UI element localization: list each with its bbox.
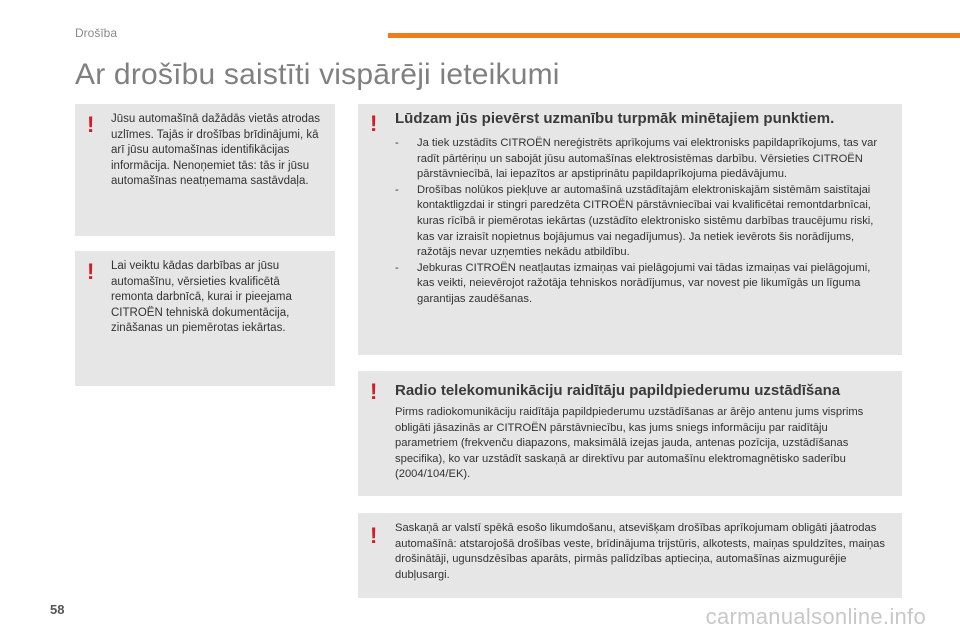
section-label: Drošība [75, 26, 118, 40]
list-item [395, 183, 890, 261]
page-number: 58 [50, 602, 65, 617]
bullet-dash: - [395, 261, 399, 274]
list-item [395, 136, 890, 183]
list-item-text: Drošības nolūkos piekļuve ar automašīnā uzstādītajām elektroniskajām sistēmām saistītajai kontaktligzdai ir stingri paredzēta CITROËN pārstāvniecībai vai kvalificētai remontdarbnīcai, kuras rīcībā ir piemērotas iekārtas (uzstādīto elektronisko sistēmu darbības traucējumu riski, kas var izraisīt nopietnus bojājumus vai negadījumus). Ja netiek ievērots šis norādījums, ražotājs nevar uzņemties nekādu atbildību. [417, 183, 874, 259]
page-title: Ar drošību saistīti vispārēji ieteikumi [75, 58, 560, 91]
warning-text: Jūsu automašīnā dažādās vietās atrodas uzlīmes. Tajās ir drošības brīdinājumi, kā arī jūsu automašīnas identifikācijas informācija. Nenoņemiet tās: tās ir jūsu automašīnas neatņemama sastāvdaļa. [111, 113, 321, 187]
header-accent-bar [388, 33, 960, 38]
warning-box-equipment [358, 513, 902, 598]
bullet-dash: - [395, 183, 399, 196]
warning-box-attention [358, 104, 902, 355]
warning-icon: ! [370, 379, 378, 404]
warning-box-workshop [75, 251, 335, 386]
box-heading: Lūdzam jūs pievērst uzmanību turpmāk minētajiem punktiem. [395, 110, 835, 127]
radio-text: Pirms radiokomunikāciju raidītāja papildpiederumu uzstādīšanas ar ārējo antenu jums visprims obligāti jāsazinās ar CITROËN pārstāvniecību, kas jums sniegs informāciju par raidītāju parametriem (frekvenču diapazons, maksimālā izejas jauda, antenas pozīcija, uzstādīšanas specifika), ko var uzstādīt saskaņā ar direktīvu par automašīnu elektromagnētisko saderību (2004/104/EK). [395, 406, 864, 481]
warning-icon: ! [370, 523, 378, 548]
watermark: carmanualsonline.info [705, 604, 926, 629]
bullet-dash: - [395, 137, 399, 149]
list-item [395, 261, 890, 308]
list-item-text: Jebkuras CITROËN neatļautas izmaiņas vai pielāgojumi vai tādas izmaiņas vai pielāgojumi, kas veikti, neievērojot ražotāja tehniskos norādījumus, var novest pie likumīgās un līguma garantijas zaudēšanas. [417, 261, 871, 305]
warning-text: Lai veiktu kādas darbības ar jūsu automašīnu, vērsieties kvalificētā remonta darbnīcā, kurai ir pieejama CITROËN tehniskā dokumentācija, zināšanas un piemērotas iekārtas. [111, 260, 292, 334]
attention-list [395, 136, 890, 308]
box-heading: Radio telekomunikāciju raidītāju papildpiederumu uzstādīšana [395, 382, 841, 399]
warning-box-radio [358, 371, 902, 496]
warning-box-labels [75, 104, 335, 236]
warning-icon: ! [87, 112, 95, 137]
list-item-text: Ja tiek uzstādīts CITROËN nereģistrēts aprīkojums vai elektronisks papildaprīkojums, tas var radīt pārtēriņu un sabojāt jūsu automašīnas elektrosistēmas darbību. Vērsieties CITROËN pārstāvniecībā, lai iepazītos ar apstiprinātu papildaprīkojuma piedāvājumu. [417, 137, 878, 181]
warning-icon: ! [87, 259, 95, 284]
warning-icon: ! [370, 111, 378, 136]
equipment-text: Saskaņā ar valstī spēkā esošo likumdošanu, atsevišķam drošības aprīkojumam obligāti jāatrodas automašīnā: atstarojošā drošības veste, brīdinājuma trijstūris, alkotests, maiņas spuldzītes, maiņas drošinātāji, ugunsdzēsības aparāts, pirmās palīdzības aptieciņa, automašīnas aizmugurējie dubļusargi. [395, 522, 885, 581]
